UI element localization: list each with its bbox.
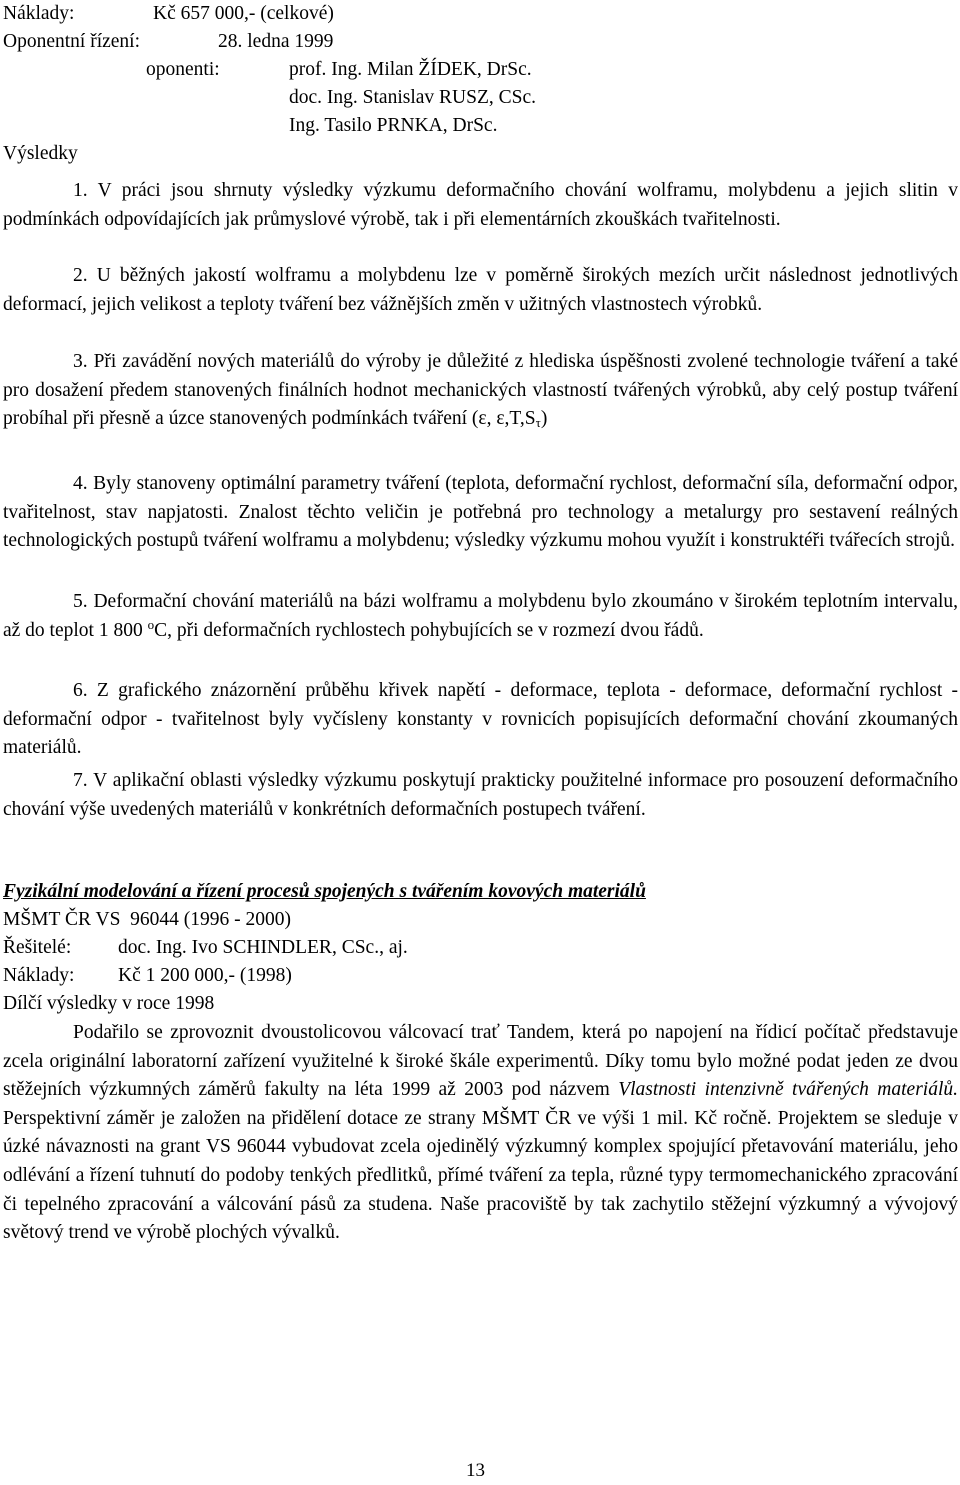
- project-body-italic: Vlastnosti intenzivně tvářených materiálů.: [618, 1079, 959, 1101]
- result-number: 7.: [73, 770, 88, 791]
- result-item-6: [3, 677, 958, 763]
- result-text: U běžných jakostí wolframu a molybdenu lze v poměrně širokých mezích určit následnost jednotlivých deformací, jejich velikost a teploty tváření bez vážnějších změn v užitných vlastnostech výrobků.: [3, 265, 958, 315]
- result-item-5: [3, 588, 958, 645]
- result-text: Při zavádění nových materiálů do výroby je důležité z hlediska úspěšnosti zvolené technologie tváření a také pro dosažení předem stanovených finálních hodnot mechanických vlastností tvářených výrobků, aby celý postup tváření probíhal při přesně a úzce stanovených podmínkách tváření (ε, ε,T,S: [3, 351, 958, 430]
- costs-value: Kč 657 000,- (celkové): [153, 3, 334, 24]
- opponent-3: Ing. Tasilo PRNKA, DrSc.: [289, 115, 498, 136]
- solvers-label: Řešitelé:: [3, 937, 72, 958]
- review-date: 28. ledna 1999: [218, 31, 334, 52]
- result-text: V aplikační oblasti výsledky výzkumu poskytují prakticky použitelné informace pro posouzení deformačního chování výše uvedených materiálů v konkrétních deformačních postupech tváření.: [3, 770, 958, 820]
- costs-label: Náklady:: [3, 3, 75, 24]
- project-body: [3, 1019, 958, 1248]
- result-item-2: [3, 262, 958, 319]
- solvers-value: doc. Ing. Ivo SCHINDLER, CSc., aj.: [118, 937, 408, 958]
- result-number: 6.: [73, 680, 88, 701]
- result-number: 5.: [73, 591, 88, 612]
- partial-results-label: Dílčí výsledky v roce 1998: [3, 993, 215, 1014]
- project-body-text-2: Perspektivní záměr je založen na přidělení dotace ze strany MŠMT ČR ve výši 1 mil. Kč ročně. Projektem se sleduje v úzké návaznosti na grant VS 96044 vybudovat zcela ojedinělý výzkumný komplex spojující přetavování materiálu, jeho odlévání a řízení tuhnutí do podoby tenkých předlitků, přímé tváření za tepla, různé typy termomechanického zpracování či tepelného zpracování a válcování pásů za studena. Naše pracoviště by tak zachytilo stěžejní výzkumný a vývojový světový trend ve výrobě plochých vývalků.: [3, 1107, 958, 1244]
- project-title: Fyzikální modelování a řízení procesů spojených s tvářením kovových materiálů: [3, 881, 646, 902]
- result-number: 4.: [73, 473, 88, 494]
- result-item-3: [3, 348, 958, 434]
- project-body-text-1: Podařilo se zprovoznit dvoustolicovou válcovací trať Tandem, která po napojení na řídicí počítač představuje zcela originální laboratorní zařízení využitelné k široké škále experimentů. Díky tomu bylo možné podat jeden ze dvou stěžejních výzkumných záměrů fakulty na léta 1999 až 2003 pod názvem: [3, 1022, 958, 1101]
- opponents-label: oponenti:: [146, 59, 220, 80]
- result-text: V práci jsou shrnuty výsledky výzkumu deformačního chování wolframu, molybdenu a jejich slitin v podmínkách odpovídajících jak průmyslové výrobě, tak i při elementárních zkouškách tvařitelnosti.: [3, 180, 958, 230]
- result-text: Deformační chování materiálů na bázi wolframu a molybdenu bylo zkoumáno v širokém teplotním intervalu, až do teplot 1 800: [3, 591, 959, 641]
- project-costs-label: Náklady:: [3, 965, 75, 986]
- opponent-1: prof. Ing. Milan ŽÍDEK, DrSc.: [289, 59, 532, 80]
- review-label: Oponentní řízení:: [3, 31, 141, 52]
- result-item-4: [3, 470, 958, 556]
- result-item-7: [3, 767, 958, 824]
- result-number: 2.: [73, 265, 88, 286]
- page-number: 13: [466, 1460, 485, 1481]
- result-number: 1.: [73, 180, 88, 201]
- degree-superscript: o: [147, 616, 155, 632]
- result-text-tail: ): [540, 408, 548, 430]
- project-grant: MŠMT ČR VS 96044 (1996 - 2000): [3, 909, 292, 930]
- project-costs-value: Kč 1 200 000,- (1998): [118, 965, 292, 986]
- result-text: Z grafického znázornění průběhu křivek napětí - deformace, teplota - deformace, deformační rychlost - deformační odpor - tvařitelnost byly vyčísleny konstanty v rovnicích popisujících deformační chování zkoumaných materiálů.: [3, 680, 959, 759]
- subscript-tau: τ: [535, 415, 541, 431]
- opponent-2: doc. Ing. Stanislav RUSZ, CSc.: [289, 87, 536, 108]
- result-item-1: [3, 177, 958, 234]
- result-text: Byly stanoveny optimální parametry tváření (teplota, deformační rychlost, deformační síla, deformační odpor, tvařitelnost, stav napjatosti. Znalost těchto veličin je potřebná pro technology a metalurgy pro sestavení reálných technologických postupů tváření wolframu a molybdenu; výsledky výzkumu mohou využít i konstruktéři tvářecích strojů.: [3, 473, 958, 552]
- result-number: 3.: [73, 351, 88, 372]
- results-label: Výsledky: [3, 143, 78, 164]
- result-text-tail: C, při deformačních rychlostech pohybujících se v rozmezí dvou řádů.: [154, 619, 704, 641]
